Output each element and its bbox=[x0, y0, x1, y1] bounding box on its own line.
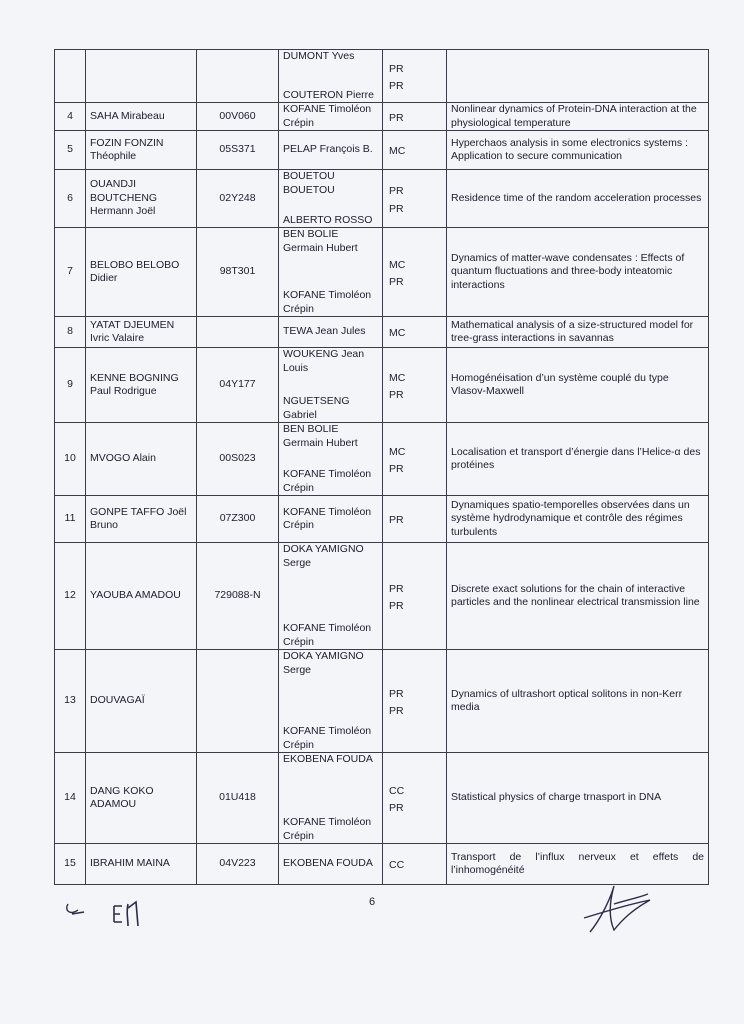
signature bbox=[570, 880, 660, 940]
row-number bbox=[55, 50, 86, 103]
supervisor-name: KOFANE Timoléon Crépin bbox=[283, 505, 372, 531]
grades-cell bbox=[383, 650, 447, 753]
grades-cell bbox=[383, 543, 447, 650]
thesis-title: Localisation et transport d’énergie dans l’Helice-α des protéines bbox=[447, 423, 709, 496]
table-row bbox=[55, 50, 709, 103]
thesis-title: Transport de l’influx nerveux et effets de l’inhomogénéité bbox=[447, 844, 709, 885]
registration-number: 05S371 bbox=[197, 131, 279, 170]
supervisor-grade: PR bbox=[389, 62, 404, 75]
supervisor-name: KOFANE Timoléon Crépin bbox=[283, 468, 372, 494]
supervisor-grade: MC bbox=[389, 445, 406, 458]
supervisor-name: DUMONT Yves bbox=[283, 50, 355, 62]
table-row bbox=[55, 170, 709, 228]
registration-number: 98T301 bbox=[197, 228, 279, 317]
supervisor-name: COUTERON Pierre bbox=[283, 88, 375, 101]
supervisor-grade: PR bbox=[389, 463, 404, 475]
student-name: FOZIN FONZIN Théophile bbox=[86, 131, 197, 170]
grades-cell bbox=[383, 423, 447, 496]
thesis-title: Dynamics of matter-wave condensates : Effects of quantum fluctuations and three-body inteatomic interactions bbox=[447, 228, 709, 317]
registration-number bbox=[197, 650, 279, 753]
supervisor-grade: MC bbox=[389, 327, 406, 340]
registration-number: 729088-N bbox=[197, 543, 279, 650]
row-number: 5 bbox=[55, 131, 86, 170]
table-row bbox=[55, 650, 709, 753]
table-row bbox=[55, 348, 709, 423]
supervisors-cell bbox=[279, 543, 383, 650]
thesis-title: Dynamiques spatio-temporelles observées dans un système hydrodynamique et contrôle des régimes turbulents bbox=[447, 496, 709, 543]
supervisor-name: DOKA YAMIGNO Serge bbox=[283, 543, 364, 569]
registration-number bbox=[197, 50, 279, 103]
row-number: 10 bbox=[55, 423, 86, 496]
supervisors-cell bbox=[279, 844, 383, 885]
grades-cell bbox=[383, 103, 447, 131]
grades-cell bbox=[383, 348, 447, 423]
table-row bbox=[55, 496, 709, 543]
supervisor-grade: PR bbox=[389, 185, 404, 197]
supervisors-cell bbox=[279, 496, 383, 543]
row-number: 8 bbox=[55, 317, 86, 348]
row-number: 14 bbox=[55, 753, 86, 844]
supervisor-name: BEN BOLIE Germain Hubert bbox=[283, 423, 358, 449]
thesis-title: Discrete exact solutions for the chain of interactive particles and the nonlinear electrical transmission line bbox=[447, 543, 709, 650]
supervisors-cell bbox=[279, 170, 383, 228]
grades-cell bbox=[383, 131, 447, 170]
grades-cell bbox=[383, 844, 447, 885]
student-name: KENNE BOGNING Paul Rodrigue bbox=[86, 348, 197, 423]
table-row bbox=[55, 423, 709, 496]
supervisors-cell bbox=[279, 131, 383, 170]
grades-cell bbox=[383, 228, 447, 317]
row-number: 7 bbox=[55, 228, 86, 317]
page-number: 6 bbox=[368, 896, 376, 908]
supervisor-grade: PR bbox=[389, 80, 404, 92]
student-name: DOUVAGAÏ bbox=[86, 650, 197, 753]
supervisors-cell bbox=[279, 348, 383, 423]
initials-signature bbox=[62, 896, 162, 936]
supervisors-cell bbox=[279, 650, 383, 753]
supervisors-cell bbox=[279, 228, 383, 317]
thesis-title: Residence time of the random acceleration processes bbox=[447, 170, 709, 228]
supervisor-name: KOFANE Timoléon Crépin bbox=[283, 289, 372, 315]
table-row bbox=[55, 317, 709, 348]
table-row bbox=[55, 844, 709, 885]
supervisor-name: KOFANE Timoléon Crépin bbox=[283, 816, 372, 842]
row-number: 4 bbox=[55, 103, 86, 131]
grades-cell bbox=[383, 50, 447, 103]
grades-cell bbox=[383, 753, 447, 844]
supervisor-grade: PR bbox=[389, 514, 404, 527]
thesis-title: Mathematical analysis of a size-structured model for tree-grass interactions in savannas bbox=[447, 317, 709, 348]
supervisor-name: BEN BOLIE Germain Hubert bbox=[283, 228, 358, 254]
thesis-title: Nonlinear dynamics of Protein-DNA interaction at the physiological temperature bbox=[447, 103, 709, 131]
table-row bbox=[55, 543, 709, 650]
row-number: 11 bbox=[55, 496, 86, 543]
supervisor-grade: PR bbox=[389, 582, 404, 595]
supervisor-grade: PR bbox=[389, 202, 404, 215]
table-row bbox=[55, 228, 709, 317]
supervisor-grade: PR bbox=[389, 276, 404, 288]
student-name: OUANDJI BOUTCHENG Hermann Joël bbox=[86, 170, 197, 228]
row-number: 13 bbox=[55, 650, 86, 753]
row-number: 6 bbox=[55, 170, 86, 228]
supervisor-name: BOUETOU BOUETOU bbox=[283, 170, 335, 196]
table-row bbox=[55, 103, 709, 131]
thesis-title: Homogénéisation d’un système couplé du type Vlasov-Maxwell bbox=[447, 348, 709, 423]
supervisor-name: KOFANE Timoléon Crépin bbox=[283, 725, 372, 751]
table-row bbox=[55, 753, 709, 844]
supervisor-name: EKOBENA FOUDA bbox=[283, 753, 373, 765]
student-name: YATAT DJEUMEN Ivric Valaire bbox=[86, 317, 197, 348]
thesis-table bbox=[54, 49, 709, 885]
supervisor-grade: CC bbox=[389, 859, 405, 872]
supervisor-name: WOUKENG Jean Louis bbox=[283, 348, 365, 374]
registration-number: 02Y248 bbox=[197, 170, 279, 228]
registration-number: 01U418 bbox=[197, 753, 279, 844]
supervisor-name: DOKA YAMIGNO Serge bbox=[283, 650, 364, 676]
supervisor-grade: PR bbox=[389, 600, 404, 612]
supervisor-grade: PR bbox=[389, 111, 404, 124]
grades-cell bbox=[383, 317, 447, 348]
thesis-title: Dynamics of ultrashort optical solitons in non-Kerr media bbox=[447, 650, 709, 753]
supervisor-grade: PR bbox=[389, 389, 404, 401]
supervisor-name: PELAP François B. bbox=[283, 143, 373, 156]
supervisor-grade: PR bbox=[389, 705, 404, 717]
grades-cell bbox=[383, 170, 447, 228]
supervisor-grade: MC bbox=[389, 258, 406, 271]
supervisor-name: KOFANE Timoléon Crépin bbox=[283, 103, 372, 129]
student-name: SAHA Mirabeau bbox=[86, 103, 197, 131]
row-number: 12 bbox=[55, 543, 86, 650]
table-row bbox=[55, 131, 709, 170]
registration-number: 00S023 bbox=[197, 423, 279, 496]
supervisors-cell bbox=[279, 103, 383, 131]
student-name: YAOUBA AMADOU bbox=[86, 543, 197, 650]
student-name: IBRAHIM MAINA bbox=[86, 844, 197, 885]
registration-number: 04Y177 bbox=[197, 348, 279, 423]
supervisors-cell bbox=[279, 50, 383, 103]
supervisor-name: NGUETSENG Gabriel bbox=[283, 395, 350, 421]
supervisor-grade: CC bbox=[389, 784, 405, 797]
thesis-title bbox=[447, 50, 709, 103]
registration-number: 04V223 bbox=[197, 844, 279, 885]
supervisors-cell bbox=[279, 753, 383, 844]
supervisor-grade: PR bbox=[389, 687, 404, 700]
thesis-title: Statistical physics of charge trnasport in DNA bbox=[447, 753, 709, 844]
supervisor-name: ALBERTO ROSSO bbox=[283, 213, 373, 226]
registration-number bbox=[197, 317, 279, 348]
supervisors-cell bbox=[279, 317, 383, 348]
supervisor-name: TEWA Jean Jules bbox=[283, 325, 366, 338]
registration-number: 00V060 bbox=[197, 103, 279, 131]
row-number: 9 bbox=[55, 348, 86, 423]
thesis-title: Hyperchaos analysis in some electronics systems : Application to secure communication bbox=[447, 131, 709, 170]
row-number: 15 bbox=[55, 844, 86, 885]
student-name: MVOGO Alain bbox=[86, 423, 197, 496]
student-name: BELOBO BELOBO Didier bbox=[86, 228, 197, 317]
supervisor-name: EKOBENA FOUDA bbox=[283, 857, 373, 870]
registration-number: 07Z300 bbox=[197, 496, 279, 543]
grades-cell bbox=[383, 496, 447, 543]
supervisor-name: KOFANE Timoléon Crépin bbox=[283, 622, 372, 648]
supervisor-grade: MC bbox=[389, 145, 406, 158]
supervisor-grade: PR bbox=[389, 802, 404, 814]
supervisor-grade: MC bbox=[389, 371, 406, 384]
supervisors-cell bbox=[279, 423, 383, 496]
student-name bbox=[86, 50, 197, 103]
student-name: GONPE TAFFO Joël Bruno bbox=[86, 496, 197, 543]
student-name: DANG KOKO ADAMOU bbox=[86, 753, 197, 844]
